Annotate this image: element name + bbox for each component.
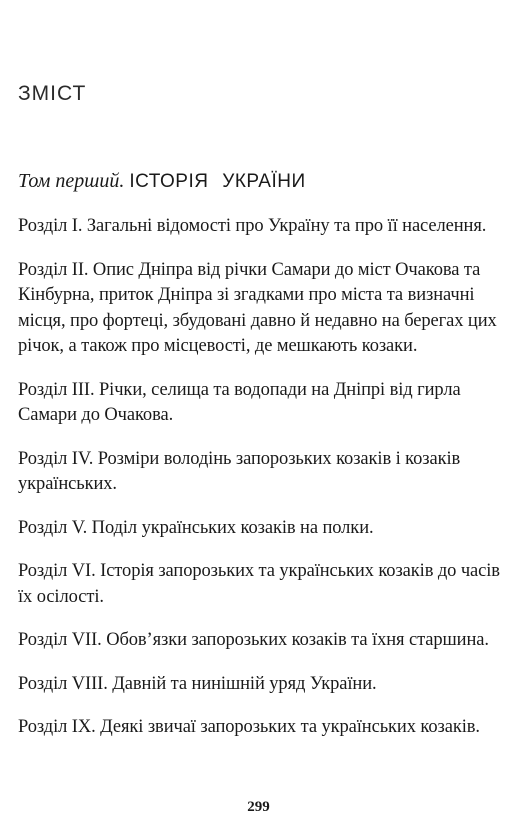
contents-heading: ЗМІСТ <box>18 82 87 105</box>
volume-name: ІСТОРІЯ УКРАЇНИ <box>129 171 306 192</box>
sections-list <box>18 214 503 759</box>
volume-title <box>18 170 306 193</box>
section-entry-6: Розділ VI. Історія запорозьких та українських козаків до часів їх осілості. <box>18 561 500 607</box>
section-entry-9: Розділ IX. Деякі звичаї запорозьких та українських козаків. <box>18 717 480 737</box>
section-entry-1: Розділ І. Загальні відомості про Україну та про її населення. <box>18 216 487 236</box>
volume-label: Том перший. <box>18 170 125 192</box>
section-entry-5: Розділ V. Поділ українських козаків на полки. <box>18 517 374 538</box>
page-number: 299 <box>247 799 270 815</box>
section-entry-3: Розділ ІІІ. Річки, селища та водопади на Дніпрі від гирла Самари до Очакова. <box>18 379 461 425</box>
section-entry-2: Розділ ІІ. Опис Дніпра від річки Самари до міст Очакова та Кінбурна, приток Дніпра зі згадками про міста та визначні місця, про фортеці, збудовані давно й недавно на берегах цих річок, а також про місцевості, де мешкають козаки. <box>18 259 497 356</box>
section-entry-8: Розділ VIII. Давній та нинішній уряд України. <box>18 673 377 694</box>
section-entry-7: Розділ VII. Обов’язки запорозьких козаків та їхня старшина. <box>18 630 489 650</box>
section-entry-4: Розділ IV. Розміри володінь запорозьких козаків і козаків українських. <box>18 448 461 494</box>
